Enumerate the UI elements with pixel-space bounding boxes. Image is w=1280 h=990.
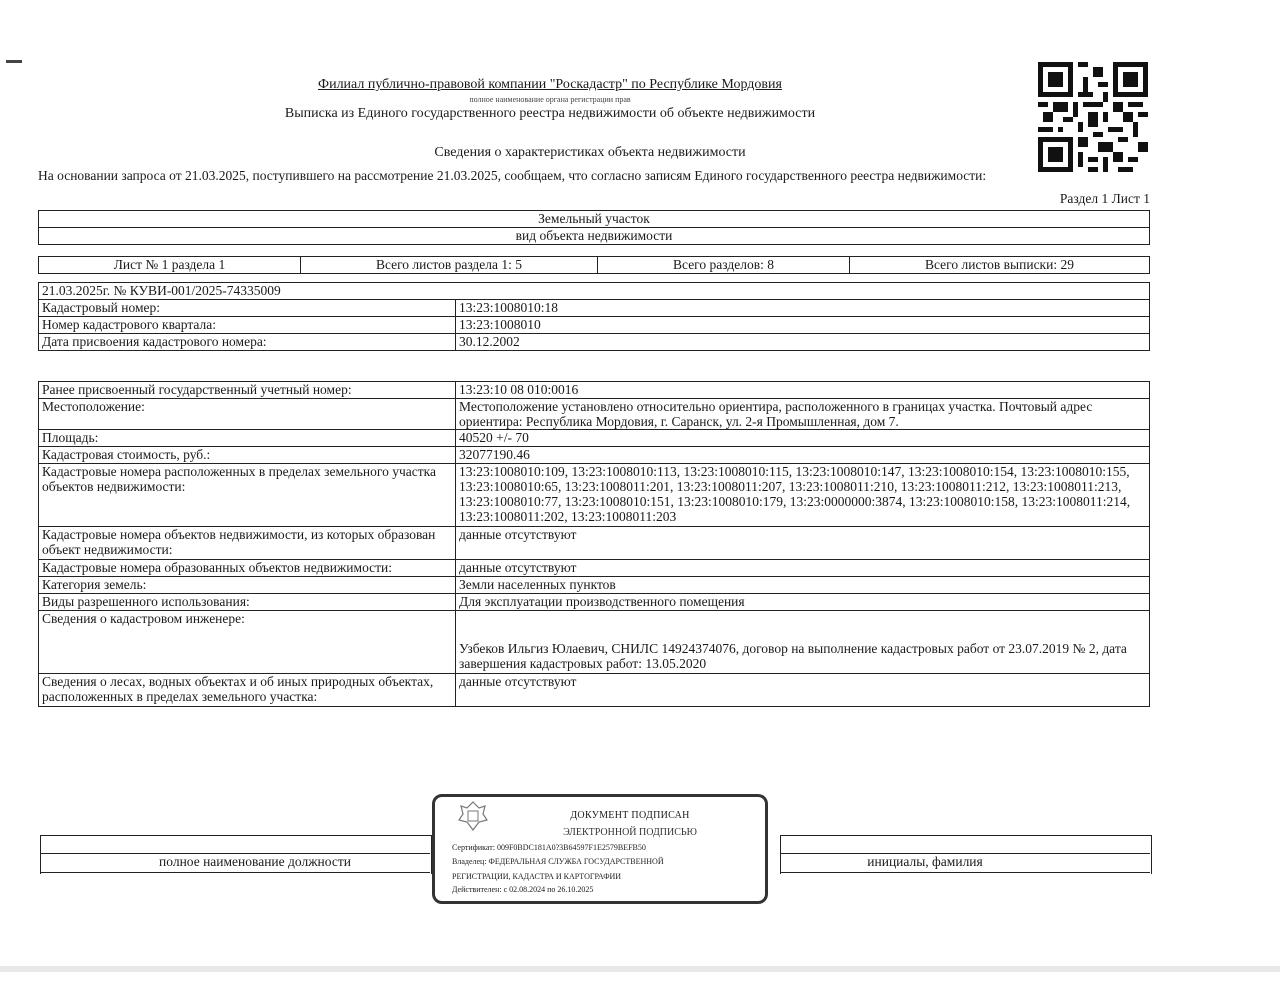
total-sections: Всего разделов: 8	[598, 257, 850, 274]
total-sheets-section: Всего листов раздела 1: 5	[301, 257, 598, 274]
details-table	[38, 381, 1150, 707]
table-row	[39, 594, 1150, 611]
location-value: Местоположение установлено относительно ориентира, расположенного в границах участка. Почтовый адрес ориентира: Республика Мордовия, г. Саранск, ул. 2-я Промышленная, дом 7.	[456, 399, 1150, 430]
row-label: Кадастровые номера объектов недвижимости, из которых образован объект недвижимости:	[39, 527, 456, 560]
object-type-table	[38, 210, 1150, 245]
row-label: Кадастровый номер:	[39, 300, 456, 317]
land-category-value: Земли населенных пунктов	[456, 577, 1150, 594]
row-label: Площадь:	[39, 430, 456, 447]
row-label: Сведения о лесах, водных объектах и об иных природных объектах, расположенных в пределах земельного участка:	[39, 674, 456, 707]
table-row	[39, 527, 1150, 560]
table-row	[39, 611, 1150, 674]
divider	[780, 872, 1150, 873]
cadastral-quarter: 13:23:1008010	[456, 317, 1150, 334]
intro-text: На основании запроса от 21.03.2025, поступившего на рассмотрение 21.03.2025, сообщаем, что согласно записям Единого государственного реестра недвижимости:	[38, 168, 987, 183]
divider	[40, 872, 430, 873]
table-row	[39, 300, 1150, 317]
org-name: Филиал публично-правовой компании "Роскадастр" по Республике Мордовия	[318, 77, 782, 92]
permitted-use-value: Для эксплуатации производственного помещения	[456, 594, 1150, 611]
record-number: 21.03.2025г. № КУВИ-001/2025-74335009	[39, 283, 1150, 300]
table-row	[39, 577, 1150, 594]
table-row	[39, 447, 1150, 464]
row-label: Кадастровые номера образованных объектов недвижимости:	[39, 560, 456, 577]
area-value: 40520 +/- 70	[456, 430, 1150, 447]
stamp-owner: Владелец: ФЕДЕРАЛЬНАЯ СЛУЖБА ГОСУДАРСТВЕННОЙ	[452, 857, 664, 866]
table-row	[39, 430, 1150, 447]
emblem-icon	[455, 798, 491, 834]
stamp-certificate: Сертификат: 009F0BDC181A0?3B64597F1E2579BEFB50	[452, 843, 646, 852]
inner-objects-value: 13:23:1008010:109, 13:23:1008010:113, 13:23:1008010:115, 13:23:1008010:147, 13:23:1008010:154, 13:23:1008010:155, 13:23:1008010:65, 13:23:1008011:201, 13:23:1008011:207, 13:23:1008011:210, 13:23:1008011:212, 13:23:1008011:213, 13:23:1008010:77, 13:23:1008010:151, 13:23:1008010:179, 13:23:0000000:3874, 13:23:1008010:158, 13:23:1008011:214, 13:23:1008011:202, 13:23:1008011:203	[456, 464, 1150, 527]
position-label: полное наименование должности	[159, 854, 351, 869]
initials-label: инициалы, фамилия	[867, 854, 983, 869]
cadastral-number: 13:23:1008010:18	[456, 300, 1150, 317]
formed-objects-value: данные отсутствуют	[456, 560, 1150, 577]
forests-value: данные отсутствуют	[456, 674, 1150, 707]
table-row	[39, 334, 1150, 351]
table-row	[39, 399, 1150, 430]
row-label: Местоположение:	[39, 399, 456, 430]
row-label: Виды разрешенного использования:	[39, 594, 456, 611]
row-label: Номер кадастрового квартала:	[39, 317, 456, 334]
org-caption: полное наименование органа регистрации прав	[469, 95, 631, 104]
row-label: Кадастровые номера расположенных в пределах земельного участка объектов недвижимости:	[39, 464, 456, 527]
object-type: Земельный участок	[39, 211, 1150, 228]
table-row	[39, 674, 1150, 707]
scan-edge	[0, 966, 1280, 972]
assignment-date: 30.12.2002	[456, 334, 1150, 351]
prev-number-value: 13:23:10 08 010:0016	[456, 382, 1150, 399]
row-label: Кадастровая стоимость, руб.:	[39, 447, 456, 464]
object-type-caption: вид объекта недвижимости	[39, 228, 1150, 245]
section-label: Раздел 1 Лист 1	[1059, 191, 1150, 206]
stamp-validity: Действителен: с 02.08.2024 по 26.10.2025	[452, 885, 594, 894]
qr-code-icon	[1038, 62, 1148, 172]
scan-artifact	[6, 60, 22, 63]
table-row	[39, 464, 1150, 527]
table-row	[39, 560, 1150, 577]
table-row	[39, 382, 1150, 399]
document-subtitle: Сведения о характеристиках объекта недвижимости	[434, 145, 746, 160]
stamp-title: ДОКУМЕНТ ПОДПИСАН	[570, 810, 690, 821]
row-label: Сведения о кадастровом инженере:	[39, 611, 456, 674]
sheet-number: Лист № 1 раздела 1	[39, 257, 301, 274]
row-label: Категория земель:	[39, 577, 456, 594]
record-table	[38, 282, 1150, 351]
document-title: Выписка из Единого государственного реестра недвижимости об объекте недвижимости	[284, 106, 816, 121]
engineer-value: Узбеков Ильгиз Юлаевич, СНИЛС 14924374076, договор на выполнение кадастровых работ от 23.07.2019 № 2, дата завершения кадастровых работ: 13.05.2020	[456, 611, 1150, 674]
sheets-table	[38, 256, 1150, 274]
total-sheets: Всего листов выписки: 29	[850, 257, 1150, 274]
row-label: Ранее присвоенный государственный учетный номер:	[39, 382, 456, 399]
stamp-subtitle: ЭЛЕКТРОННОЙ ПОДПИСЬЮ	[563, 827, 697, 838]
row-label: Дата присвоения кадастрового номера:	[39, 334, 456, 351]
source-objects-value: данные отсутствуют	[456, 527, 1150, 560]
stamp-owner-cont: РЕГИСТРАЦИИ, КАДАСТРА И КАРТОГРАФИИ	[452, 872, 622, 881]
cost-value: 32077190.46	[456, 447, 1150, 464]
table-row	[39, 317, 1150, 334]
